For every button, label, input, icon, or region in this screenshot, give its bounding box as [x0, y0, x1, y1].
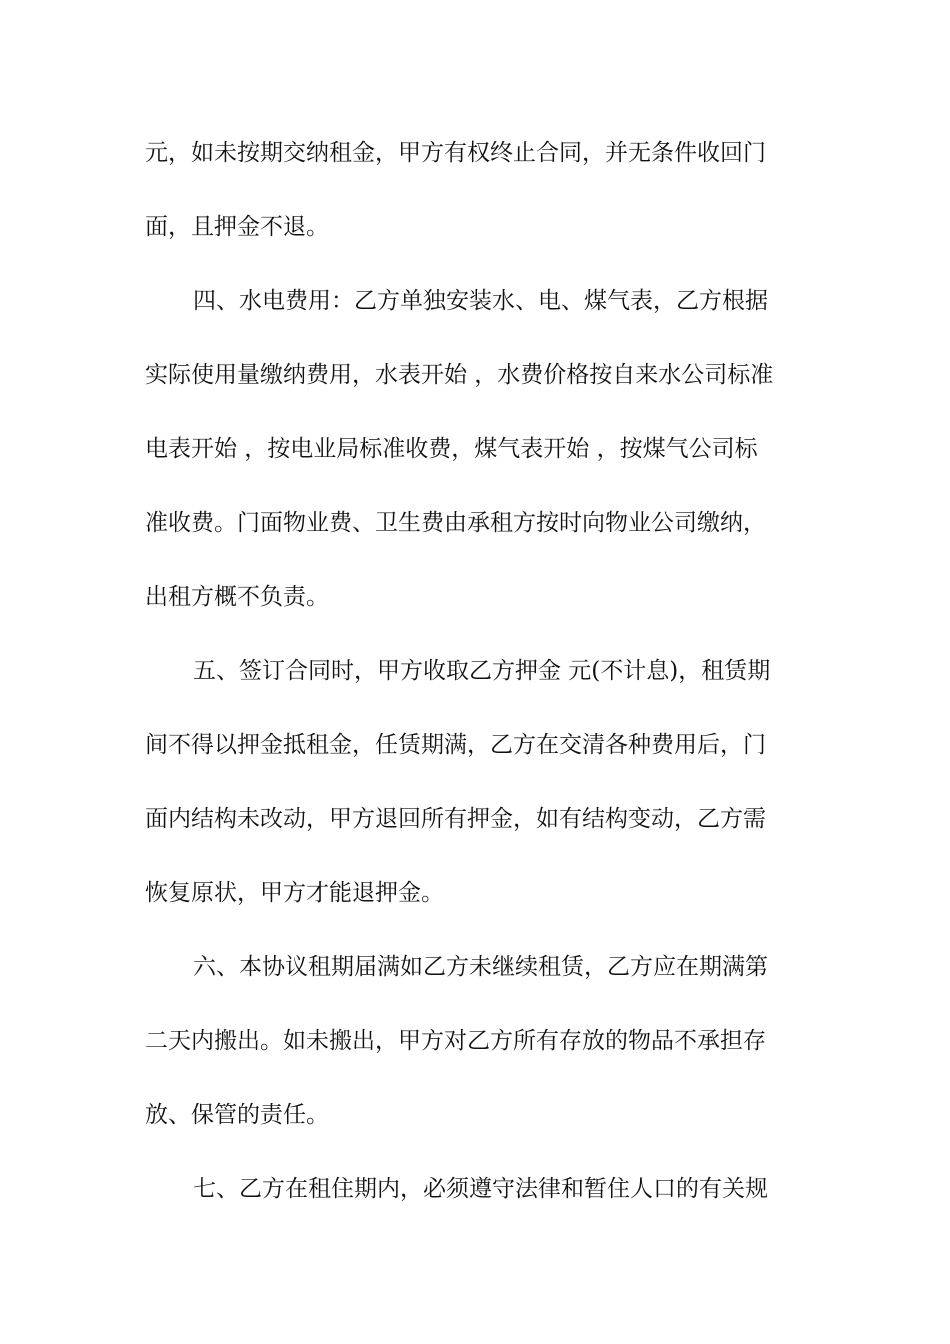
text-line: 电表开始 ，按电业局标准收费，煤气表开始 ，按煤气公司标 — [145, 436, 758, 462]
text-line: 准收费。门面物业费、卫生费由承租方按时向物业公司缴纳， — [145, 510, 766, 536]
text-line: 二天内搬出。如未搬出，甲方对乙方所有存放的物品不承担存 — [145, 1028, 766, 1054]
paragraph-five-start: 五、签订合同时，甲方收取乙方押金 元(不计息)，租赁期 — [193, 658, 771, 684]
text-line: 放、保管的责任。 — [145, 1102, 329, 1128]
text-line: 出租方概不负责。 — [145, 584, 329, 610]
text-line: 面，且押金不退。 — [145, 214, 329, 240]
text-line: 元，如未按期交纳租金，甲方有权终止合同，并无条件收回门 — [145, 140, 766, 166]
text-line: 面内结构未改动，甲方退回所有押金，如有结构变动，乙方需 — [145, 806, 766, 832]
paragraph-four-start: 四、水电费用：乙方单独安装水、电、煤气表，乙方根据 — [193, 288, 768, 314]
text-line: 实际使用量缴纳费用，水表开始 ，水费价格按自来水公司标准 — [145, 362, 774, 388]
paragraph-six-start: 六、本协议租期届满如乙方未继续租赁，乙方应在期满第 — [193, 954, 768, 980]
text-line: 恢复原状，甲方才能退押金。 — [145, 880, 444, 906]
text-line: 间不得以押金抵租金，任赁期满，乙方在交清各种费用后，门 — [145, 732, 766, 758]
paragraph-seven-start: 七、乙方在租住期内，必须遵守法律和暂住人口的有关规 — [193, 1176, 768, 1202]
